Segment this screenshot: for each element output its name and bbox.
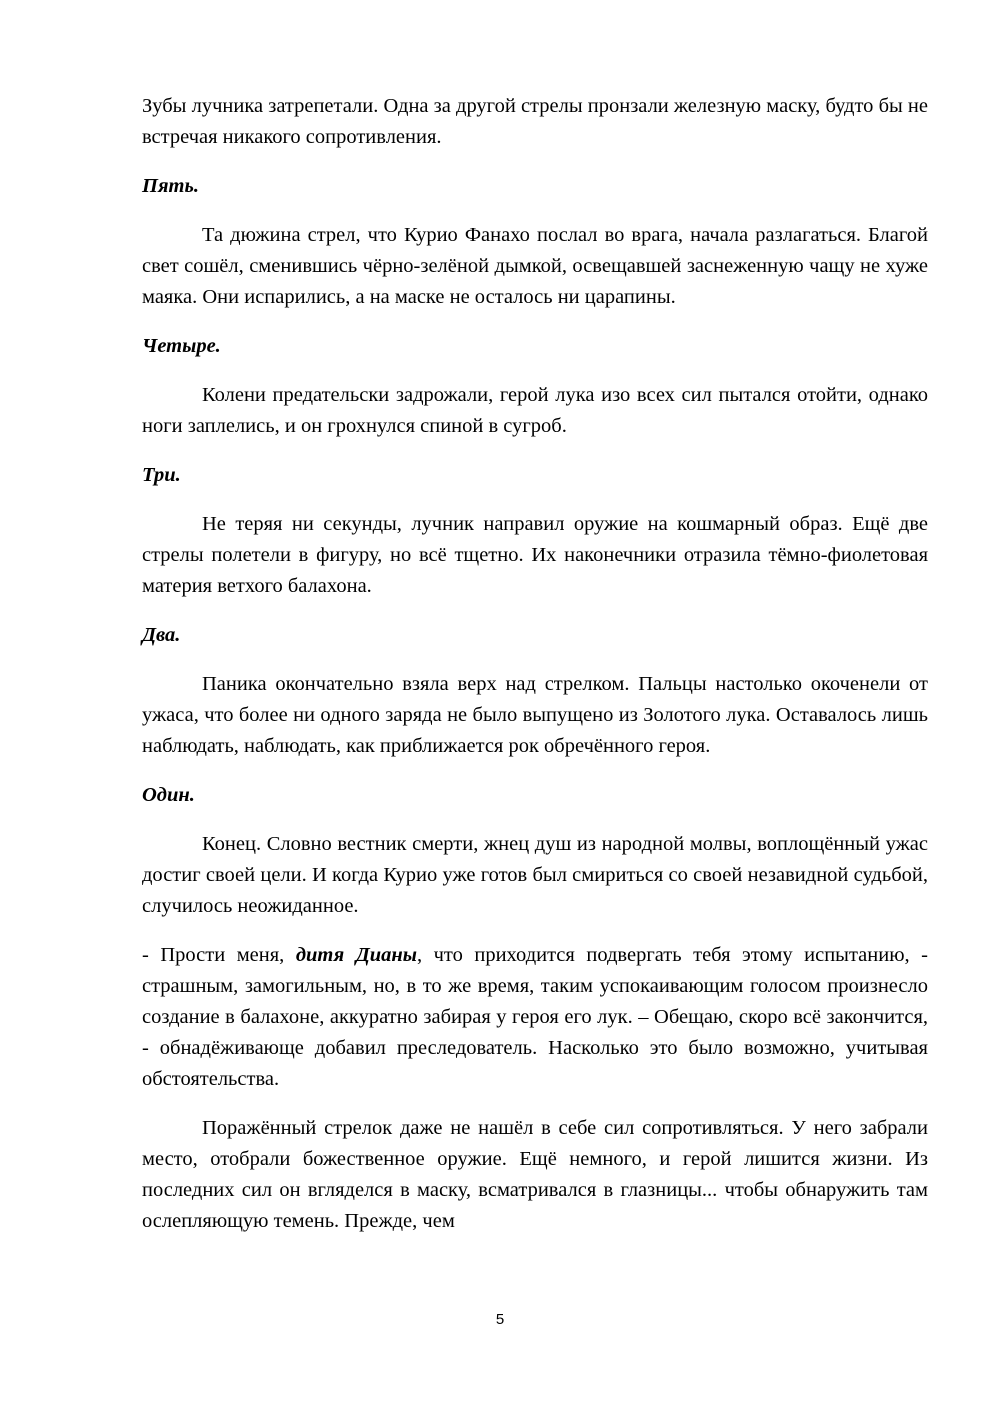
heading-one: Один.: [142, 784, 195, 806]
heading-two: Два.: [142, 624, 181, 646]
dialogue-start: - Прости меня,: [142, 944, 296, 966]
paragraph-defeated-archer: Поражённый стрелок даже не нашёл в себе сил сопротивляться. У него забрали место, отобрали божественное оружие. Ещё немного, и герой лишится жизни. Из последних сил он вгляделся в маску, всматривался в глазницы... чтобы обнаружить там ослепляющую темень. Прежде, чем: [142, 1117, 928, 1232]
paragraph-teeth: Зубы лучника затрепетали. Одна за другой стрелы пронзали железную маску, будто бы не встречая никакого сопротивления.: [142, 95, 928, 148]
heading-five: Пять.: [142, 175, 199, 197]
paragraph-end: Конец. Словно вестник смерти, жнец душ из народной молвы, воплощённый ужас достиг своей цели. И когда Курио уже готов был смириться со своей незавидной судьбой, случилось неожиданное.: [142, 833, 928, 917]
paragraph-arrows-decay: Та дюжина стрел, что Курио Фанахо послал во врага, начала разлагаться. Благой свет сошёл, сменившись чёрно-зелёной дымкой, освещавшей заснеженную чащу не хуже маяка. Они испарились, а на маске не осталось ни царапины.: [142, 224, 928, 308]
paragraph-two-arrows: Не теряя ни секунды, лучник направил оружие на кошмарный образ. Ещё две стрелы полетели в фигуру, но всё тщетно. Их наконечники отразила тёмно-фиолетовая материя ветхого балахона.: [142, 513, 928, 597]
page-content: [142, 91, 928, 1237]
dialogue-emphasis: дитя Дианы: [295, 944, 417, 966]
heading-four: Четыре.: [142, 335, 221, 357]
heading-three: Три.: [142, 464, 181, 486]
dialogue-rest: , что приходится подвергать тебя этому испытанию, - страшным, замогильным, но, в то же время, таким успокаивающим голосом произнесло создание в балахоне, аккуратно забирая у героя его лук. – Обещаю, скоро всё закончится, - обнадёживающе добавил преследователь. Насколько это было возможно, учитывая обстоятельства.: [142, 944, 928, 1090]
paragraph-dialogue: [142, 940, 928, 1095]
paragraph-knees: Колени предательски задрожали, герой лука изо всех сил пытался отойти, однако ноги заплелись, и он грохнулся спиной в сугроб.: [142, 384, 928, 437]
paragraph-panic: Паника окончательно взяла верх над стрелком. Пальцы настолько окоченели от ужаса, что более ни одного заряда не было выпущено из Золотого лука. Оставалось лишь наблюдать, наблюдать, как приближается рок обречённого героя.: [142, 673, 928, 757]
page-number: 5: [495, 1311, 505, 1328]
